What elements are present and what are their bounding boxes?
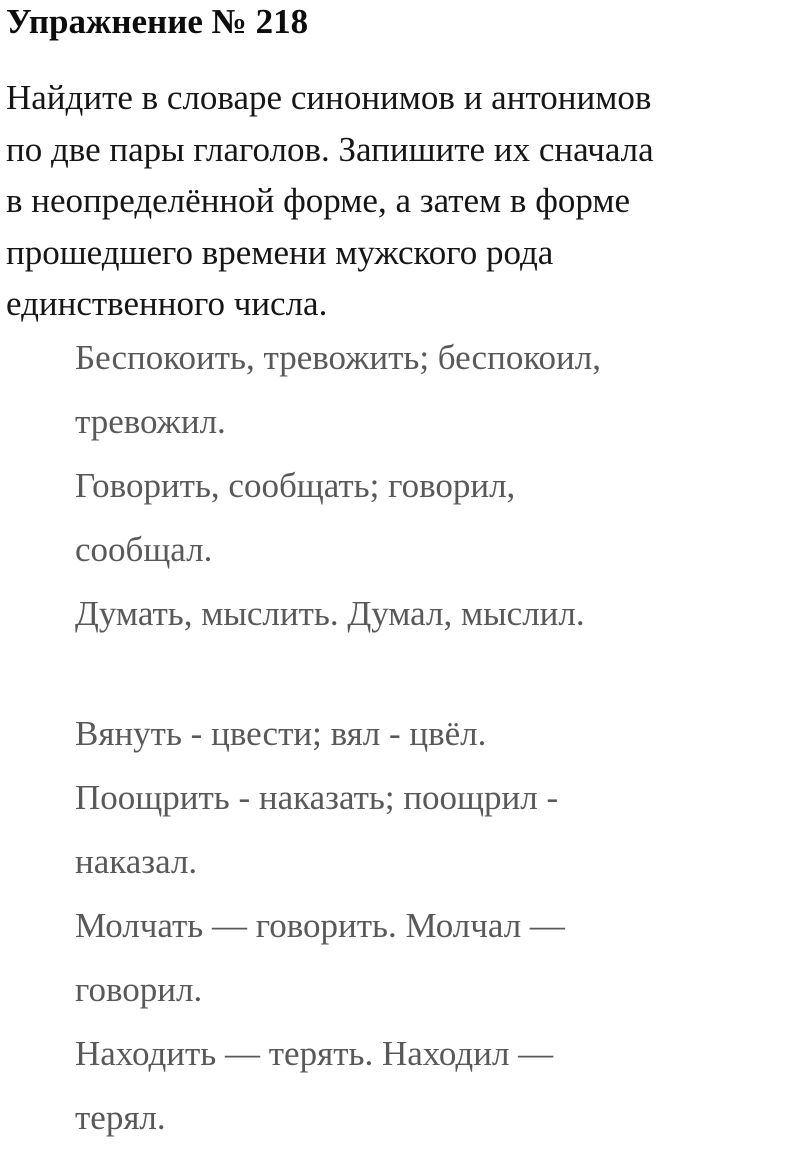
answer-line: Думать, мыслить. Думал, мыслил. [75, 594, 585, 633]
answer-line: Находить — терять. Находил — [75, 1034, 554, 1073]
answer-block [75, 326, 795, 1150]
exercise-title: Упражнение № 218 [6, 2, 309, 41]
answer-line: Молчать — говорить. Молчал — [75, 906, 565, 945]
answer-line: говорил. [75, 970, 203, 1009]
task-line: Найдите в словаре синонимов и антонимов [6, 78, 652, 117]
answer-line: терял. [75, 1098, 166, 1137]
task-text [6, 72, 800, 330]
answer-line: Беспокоить, тревожить; беспокоил, [75, 338, 601, 377]
synonym-answers [75, 326, 795, 646]
answer-line: Поощрить - наказать; поощрил - [75, 778, 559, 817]
answer-line: сообщал. [75, 530, 213, 569]
answer-line: Говорить, сообщать; говорил, [75, 466, 516, 505]
task-line: в неопределённой форме, а затем в форме [6, 181, 631, 220]
antonym-answers [75, 702, 795, 1150]
section-spacer [75, 646, 795, 702]
task-line: единственного числа. [6, 284, 328, 323]
answer-line: наказал. [75, 842, 198, 881]
answer-line: тревожил. [75, 402, 226, 441]
task-line: прошедшего времени мужского рода [6, 232, 554, 272]
task-line: по две пары глаголов. Запишите их сначала [6, 129, 654, 169]
answer-line: Вянуть - цвести; вял - цвёл. [75, 714, 487, 753]
